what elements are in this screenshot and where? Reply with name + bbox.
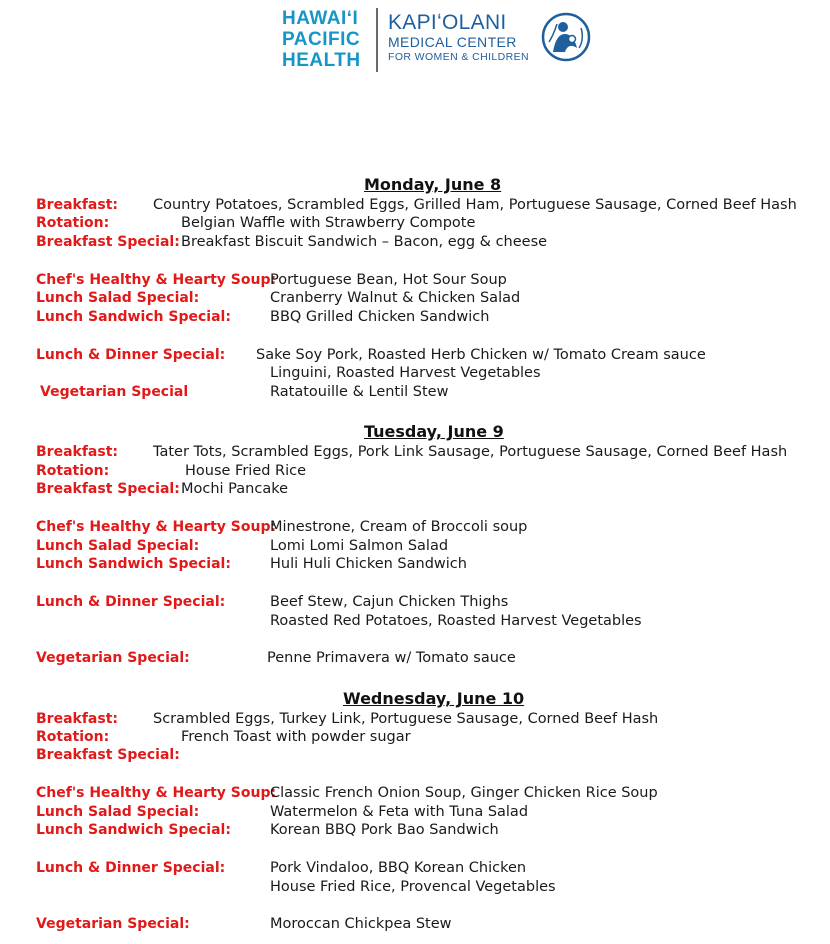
breakfast-special-label: Breakfast Special: — [36, 234, 180, 250]
sandwich-value: Huli Huli Chicken Sandwich — [270, 556, 467, 572]
breakfast-label: Breakfast: — [36, 197, 118, 213]
day-title-monday: Monday, June 8 — [364, 175, 502, 194]
breakfast-special-label: Breakfast Special: — [36, 481, 180, 497]
lunch-dinner-label: Lunch & Dinner Special: — [36, 860, 226, 876]
salad-value: Lomi Lomi Salmon Salad — [270, 538, 449, 554]
vegetarian-value: Ratatouille & Lentil Stew — [270, 384, 449, 400]
sandwich-value: Korean BBQ Pork Bao Sandwich — [270, 822, 499, 838]
rotation-value: Belgian Waffle with Strawberry Compote — [181, 215, 476, 231]
org-line-1: HAWAIʻI — [282, 8, 359, 29]
breakfast-value: Scrambled Eggs, Turkey Link, Portuguese Sausage, Corned Beef Hash — [153, 711, 659, 727]
vegetarian-label: Vegetarian Special: — [36, 650, 190, 666]
breakfast-value: Country Potatoes, Scrambled Eggs, Grilled Ham, Portuguese Sausage, Corned Beef Hash — [153, 197, 797, 213]
day-title-tuesday: Tuesday, June 9 — [364, 422, 504, 441]
lunch-dinner-value-2: House Fried Rice, Provencal Vegetables — [270, 879, 556, 895]
vegetarian-label: Vegetarian Special: — [36, 916, 190, 932]
lunch-dinner-value-1: Sake Soy Pork, Roasted Herb Chicken w/ Tomato Cream sauce — [256, 347, 706, 363]
vegetarian-value: Penne Primavera w/ Tomato sauce — [267, 650, 516, 666]
rotation-value: House Fried Rice — [185, 463, 307, 479]
soup-label: Chef's Healthy & Hearty Soup: — [36, 519, 277, 535]
breakfast-special-label: Breakfast Special: — [36, 747, 180, 763]
day-title-wednesday: Wednesday, June 10 — [343, 689, 525, 708]
soup-value: Minestrone, Cream of Broccoli soup — [270, 519, 528, 535]
rotation-label: Rotation: — [36, 729, 110, 745]
vegetarian-label: Vegetarian Special — [40, 384, 189, 400]
breakfast-special-value: Breakfast Biscuit Sandwich – Bacon, egg & cheese — [181, 234, 548, 250]
salad-label: Lunch Salad Special: — [36, 804, 200, 820]
lunch-dinner-label: Lunch & Dinner Special: — [36, 594, 226, 610]
rotation-label: Rotation: — [36, 215, 110, 231]
breakfast-special-value: Mochi Pancake — [181, 481, 289, 497]
soup-value: Classic French Onion Soup, Ginger Chicken Rice Soup — [270, 785, 658, 801]
hospital-line-3: FOR WOMEN & CHILDREN — [388, 51, 530, 63]
breakfast-label: Breakfast: — [36, 444, 118, 460]
hawaii-pacific-health-logo — [282, 8, 361, 71]
sandwich-value: BBQ Grilled Chicken Sandwich — [270, 309, 490, 325]
vegetarian-value: Moroccan Chickpea Stew — [270, 916, 452, 932]
org-line-2: PACIFIC — [282, 29, 361, 50]
lunch-dinner-value-2: Linguini, Roasted Harvest Vegetables — [270, 365, 541, 381]
hospital-line-2: MEDICAL CENTER — [388, 34, 517, 50]
breakfast-label: Breakfast: — [36, 711, 118, 727]
logo-divider — [376, 8, 378, 72]
lunch-dinner-value-1: Beef Stew, Cajun Chicken Thighs — [270, 594, 509, 610]
soup-label: Chef's Healthy & Hearty Soup: — [36, 785, 277, 801]
salad-label: Lunch Salad Special: — [36, 538, 200, 554]
hospital-line-1: KAPIʻOLANI — [388, 11, 507, 34]
header-logo — [282, 6, 592, 76]
sandwich-label: Lunch Sandwich Special: — [36, 309, 231, 325]
soup-label: Chef's Healthy & Hearty Soup: — [36, 272, 277, 288]
soup-value: Portuguese Bean, Hot Sour Soup — [270, 272, 507, 288]
salad-label: Lunch Salad Special: — [36, 290, 200, 306]
salad-value: Cranberry Walnut & Chicken Salad — [270, 290, 521, 306]
sandwich-label: Lunch Sandwich Special: — [36, 556, 231, 572]
salad-value: Watermelon & Feta with Tuna Salad — [270, 804, 529, 820]
breakfast-value: Tater Tots, Scrambled Eggs, Pork Link Sausage, Portuguese Sausage, Corned Beef Hash — [153, 444, 788, 460]
rotation-label: Rotation: — [36, 463, 110, 479]
rotation-value: French Toast with powder sugar — [181, 729, 411, 745]
sandwich-label: Lunch Sandwich Special: — [36, 822, 231, 838]
lunch-dinner-value-2: Roasted Red Potatoes, Roasted Harvest Vegetables — [270, 613, 642, 629]
lunch-dinner-label: Lunch & Dinner Special: — [36, 347, 226, 363]
kapiolani-logo-text — [388, 12, 529, 64]
org-line-3: HEALTH — [282, 50, 361, 71]
mother-child-emblem-icon — [541, 12, 591, 62]
lunch-dinner-value-1: Pork Vindaloo, BBQ Korean Chicken — [270, 860, 527, 876]
